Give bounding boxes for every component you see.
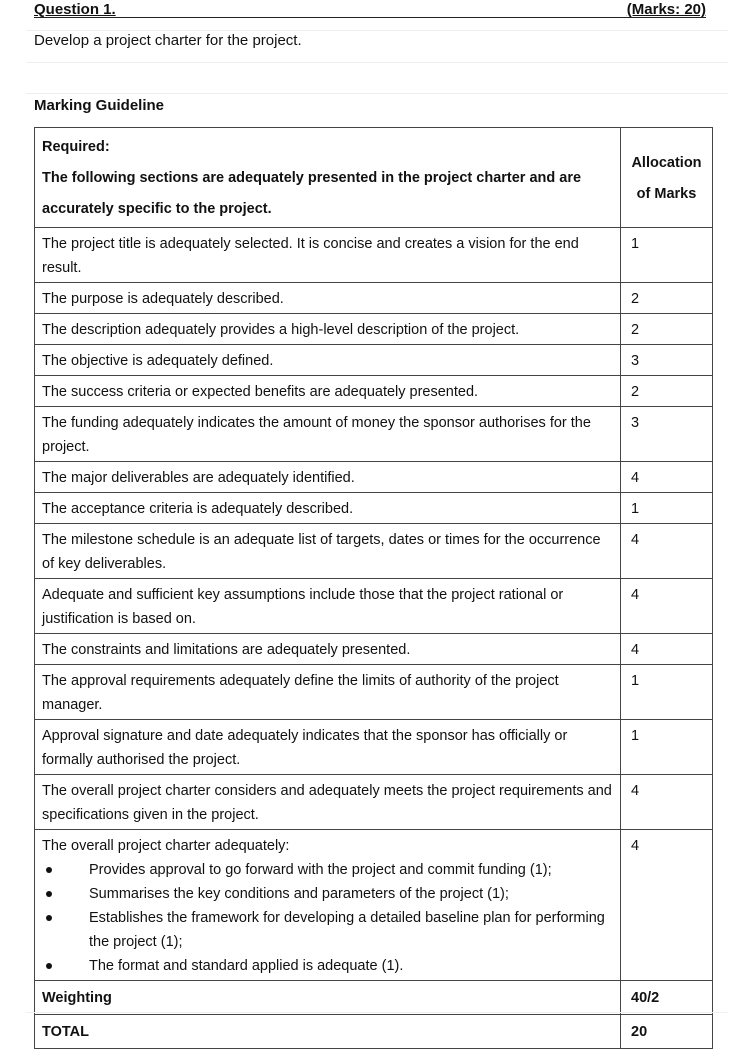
question-label: Question 1. xyxy=(34,1,116,18)
allocation-line-2: of Marks xyxy=(636,185,697,202)
criterion-mark: 4 xyxy=(621,634,713,665)
overall-bullet: The format and standard applied is adequate (1). xyxy=(42,954,613,978)
criterion-mark: 4 xyxy=(621,462,713,493)
criterion-text: The objective is adequately defined. xyxy=(35,345,621,376)
overall-bullet-list xyxy=(42,858,613,978)
criterion-row xyxy=(35,720,713,775)
criterion-row xyxy=(35,283,713,314)
criterion-mark: 2 xyxy=(621,314,713,345)
required-cell xyxy=(35,128,621,228)
criterion-mark: 4 xyxy=(621,524,713,579)
weighting-row xyxy=(35,981,713,1015)
criterion-mark: 4 xyxy=(621,775,713,830)
criterion-mark: 2 xyxy=(621,376,713,407)
required-label: Required: xyxy=(42,139,110,155)
divider xyxy=(26,93,728,94)
allocation-line-1: Allocation xyxy=(631,154,702,171)
divider xyxy=(26,62,728,63)
criterion-row xyxy=(35,407,713,462)
criterion-row xyxy=(35,376,713,407)
criterion-text: The success criteria or expected benefits are adequately presented. xyxy=(35,376,621,407)
criterion-row xyxy=(35,775,713,830)
criterion-mark: 3 xyxy=(621,407,713,462)
page-bottom-rule xyxy=(26,1012,728,1013)
criterion-row xyxy=(35,462,713,493)
criterion-text: The funding adequately indicates the amount of money the sponsor authorises for the project. xyxy=(35,407,621,462)
overall-cell xyxy=(35,830,621,981)
table-header-row xyxy=(35,128,713,228)
overall-row xyxy=(35,830,713,981)
criterion-mark: 3 xyxy=(621,345,713,376)
task-text: Develop a project charter for the project. xyxy=(34,32,302,49)
criterion-row xyxy=(35,634,713,665)
criterion-row xyxy=(35,228,713,283)
allocation-header xyxy=(621,128,713,228)
guideline-title: Marking Guideline xyxy=(34,97,165,114)
criterion-text: The approval requirements adequately define the limits of authority of the project manager. xyxy=(35,665,621,720)
criterion-text: The major deliverables are adequately identified. xyxy=(35,462,621,493)
overall-mark: 4 xyxy=(621,830,713,981)
criterion-text: The purpose is adequately described. xyxy=(35,283,621,314)
total-label: TOTAL xyxy=(35,1015,621,1049)
total-value: 20 xyxy=(621,1015,713,1049)
overall-bullet: Provides approval to go forward with the project and commit funding (1); xyxy=(42,858,613,882)
criterion-text: Adequate and sufficient key assumptions include those that the project rational or justification is based on. xyxy=(35,579,621,634)
overall-bullet: Establishes the framework for developing a detailed baseline plan for performing the project (1); xyxy=(42,906,613,954)
criterion-mark: 1 xyxy=(621,493,713,524)
criterion-text: The constraints and limitations are adequately presented. xyxy=(35,634,621,665)
criterion-text: The project title is adequately selected. It is concise and creates a vision for the end result. xyxy=(35,228,621,283)
criterion-text: The overall project charter considers and adequately meets the project requirements and specifications given in the project. xyxy=(35,775,621,830)
instruction-line-2: accurately specific to the project. xyxy=(42,201,272,217)
overall-intro: The overall project charter adequately: xyxy=(42,838,290,854)
question-marks: (Marks: 20) xyxy=(626,1,706,18)
criterion-row xyxy=(35,665,713,720)
criterion-row xyxy=(35,493,713,524)
divider xyxy=(26,30,728,31)
criterion-mark: 1 xyxy=(621,665,713,720)
question-header xyxy=(34,0,706,18)
criterion-mark: 4 xyxy=(621,579,713,634)
instruction-line-1: The following sections are adequately presented in the project charter and are xyxy=(42,170,582,186)
total-row xyxy=(35,1015,713,1049)
weighting-value: 40/2 xyxy=(621,981,713,1015)
marking-guideline-table xyxy=(34,127,713,1049)
criterion-text: The milestone schedule is an adequate list of targets, dates or times for the occurrence of key deliverables. xyxy=(35,524,621,579)
criterion-text: The acceptance criteria is adequately described. xyxy=(35,493,621,524)
criterion-row xyxy=(35,524,713,579)
weighting-label: Weighting xyxy=(35,981,621,1015)
criterion-mark: 1 xyxy=(621,720,713,775)
criterion-text: Approval signature and date adequately indicates that the sponsor has officially or formally authorised the project. xyxy=(35,720,621,775)
criterion-row xyxy=(35,314,713,345)
criterion-row xyxy=(35,579,713,634)
criterion-mark: 1 xyxy=(621,228,713,283)
criterion-text: The description adequately provides a high-level description of the project. xyxy=(35,314,621,345)
criterion-row xyxy=(35,345,713,376)
overall-bullet: Summarises the key conditions and parameters of the project (1); xyxy=(42,882,613,906)
criterion-mark: 2 xyxy=(621,283,713,314)
